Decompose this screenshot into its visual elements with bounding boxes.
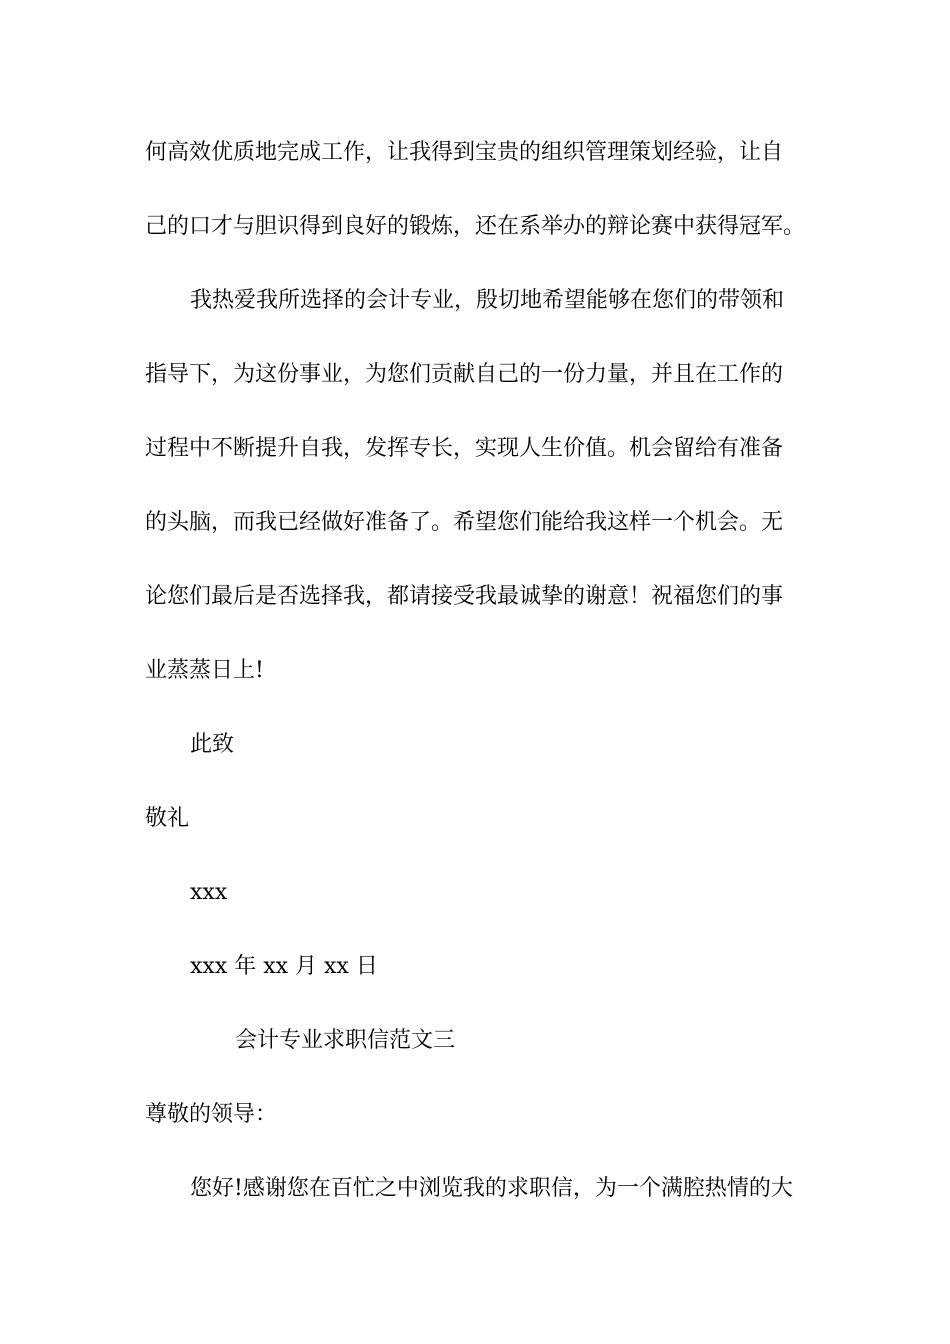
paragraph-line: 的头脑，而我已经做好准备了。希望您们能给我这样一个机会。无 <box>145 510 784 535</box>
closing-salutation: 此致 <box>190 732 235 757</box>
greeting: 尊敬的领导： <box>145 1102 278 1127</box>
paragraph-line: 指导下，为这份事业，为您们贡献自己的一份力量，并且在工作的 <box>145 362 784 387</box>
closing-respect: 敬礼 <box>145 806 190 831</box>
paragraph-line: 何高效优质地完成工作，让我得到宝贵的组织管理策划经验，让自 <box>145 140 784 165</box>
signature-name: xxx <box>190 880 228 905</box>
paragraph-line: 业蒸蒸日上! <box>145 658 264 683</box>
paragraph-line: 我热爱我所选择的会计专业，殷切地希望能够在您们的带领和 <box>190 288 785 313</box>
paragraph-line: 您好!感谢您在百忙之中浏览我的求职信，为一个满腔热情的大 <box>190 1176 793 1201</box>
paragraph-line: 论您们最后是否选择我，都请接受我最诚挚的谢意！祝福您们的事 <box>145 584 784 609</box>
paragraph-line: 过程中不断提升自我，发挥专长，实现人生价值。机会留给有准备 <box>145 436 784 461</box>
section-title: 会计专业求职信范文三 <box>235 1028 456 1053</box>
paragraph-line: 己的口才与胆识得到良好的锻炼，还在系举办的辩论赛中获得冠军。 <box>145 214 806 239</box>
signature-date: xxx 年 xx 月 xx 日 <box>190 954 378 979</box>
